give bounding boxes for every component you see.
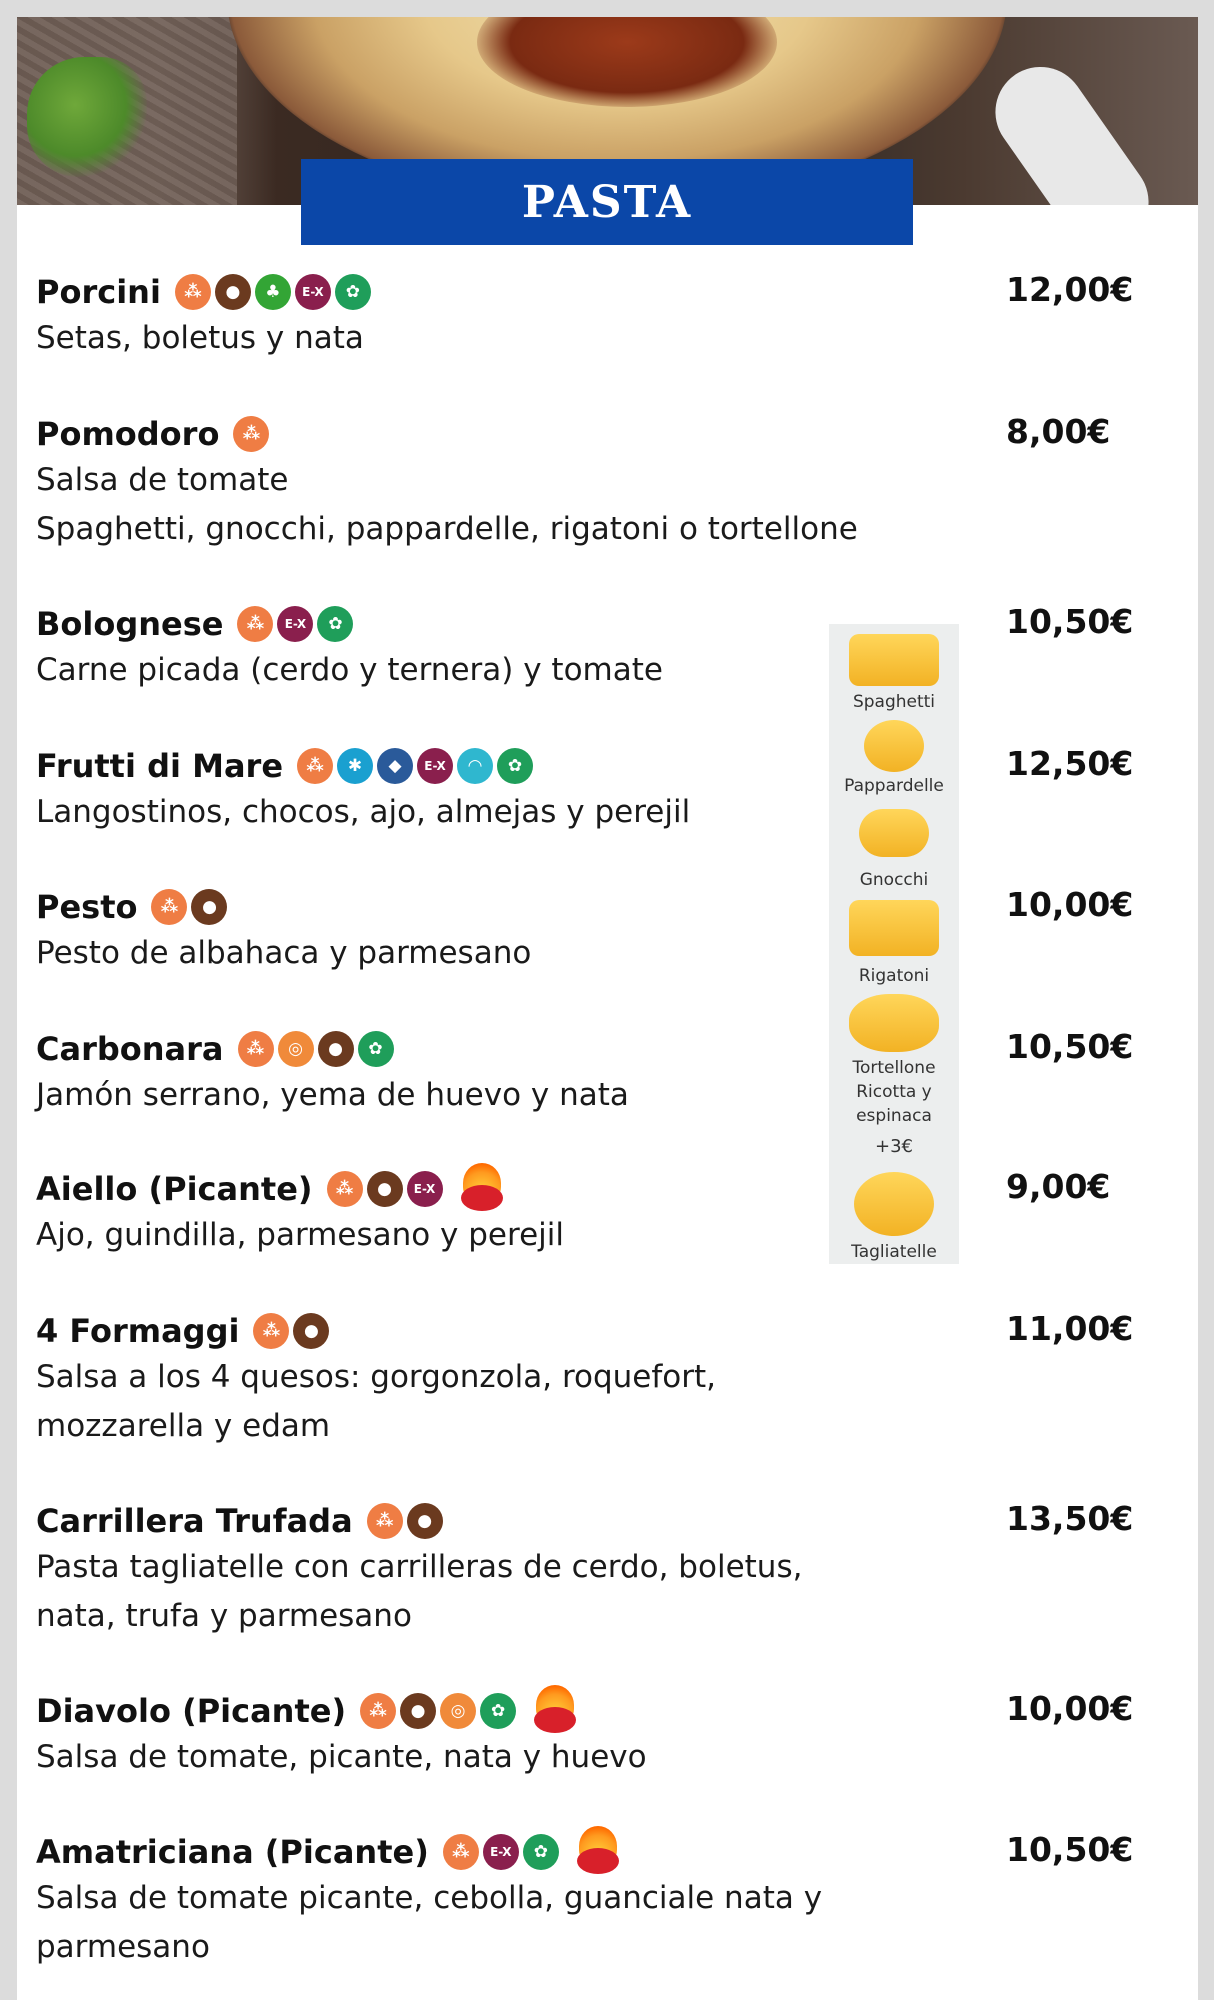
dish-price: 10,50€ (1006, 1830, 1134, 1869)
mustard-allergen-icon: ✿ (523, 1834, 559, 1870)
section-banner (301, 159, 913, 245)
menu-item-header (36, 885, 1156, 929)
menu-item-header (36, 1689, 1156, 1733)
gluten-allergen-icon: ⁂ (151, 889, 187, 925)
dish-description: Salsa de tomate, picante, nata y huevo (36, 1739, 647, 1775)
dairy-allergen-icon: ● (215, 274, 251, 310)
dish-name: Frutti di Mare (36, 747, 284, 785)
dish-description: mozzarella y edam (36, 1408, 331, 1444)
dish-name: Amatriciana (Picante) (36, 1833, 429, 1871)
menu-item (36, 1027, 1156, 1120)
section-title: PASTA (521, 176, 693, 228)
mustard-allergen-icon: ✿ (358, 1031, 394, 1067)
allergen-icons (237, 606, 353, 642)
pasta-type-spaghetti: Spaghetti (852, 692, 936, 712)
dish-price: 13,50€ (1006, 1499, 1134, 1538)
dish-price: 11,00€ (1006, 1309, 1134, 1348)
menu-item (36, 1499, 1156, 1641)
menu-item-header (36, 1027, 1156, 1071)
dish-name: Pesto (36, 888, 138, 926)
rigatoni-image (849, 900, 939, 956)
crust-allergen-icon: ✱ (337, 748, 373, 784)
dish-description: nata, trufa y parmesano (36, 1598, 412, 1634)
dish-name: Carbonara (36, 1030, 224, 1068)
menu-item (36, 1830, 1156, 1972)
menu-item (36, 412, 1156, 554)
pasta-type-pappardelle: Pappardelle (844, 776, 944, 796)
spicy-chili-icon (575, 1826, 621, 1878)
tagliatelle-image (854, 1172, 934, 1236)
gluten-allergen-icon: ⁂ (175, 274, 211, 310)
allergen-icons (238, 1031, 394, 1067)
pasta-type-tortellone-filling: Ricotta y (856, 1082, 932, 1102)
mustard-allergen-icon: ✿ (497, 748, 533, 784)
dish-description: Setas, boletus y nata (36, 320, 364, 356)
pappardelle-image (864, 720, 924, 772)
dish-description: Ajo, guindilla, parmesano y perejil (36, 1217, 564, 1253)
dish-name: Bolognese (36, 605, 224, 643)
dish-description: Carne picada (cerdo y ternera) y tomate (36, 652, 663, 688)
dish-description: Langostinos, chocos, ajo, almejas y perejil (36, 794, 691, 830)
mollusc-allergen-icon: ◠ (457, 748, 493, 784)
ex-allergen-icon: E-X (295, 274, 331, 310)
mustard-allergen-icon: ✿ (480, 1693, 516, 1729)
menu-item (36, 744, 1156, 837)
dairy-allergen-icon: ● (407, 1503, 443, 1539)
dish-description: Salsa de tomate (36, 462, 289, 498)
pepper-shape (577, 1848, 619, 1874)
dairy-allergen-icon: ● (293, 1313, 329, 1349)
gluten-allergen-icon: ⁂ (238, 1031, 274, 1067)
dairy-allergen-icon: ● (367, 1171, 403, 1207)
pepper-shape (461, 1185, 503, 1211)
gluten-allergen-icon: ⁂ (327, 1171, 363, 1207)
egg-allergen-icon: ◎ (278, 1031, 314, 1067)
ex-allergen-icon: E-X (417, 748, 453, 784)
allergen-icons (297, 748, 533, 784)
gluten-allergen-icon: ⁂ (367, 1503, 403, 1539)
menu-item-header (36, 602, 1156, 646)
dish-description: Jamón serrano, yema de huevo y nata (36, 1077, 629, 1113)
allergen-icons (360, 1693, 516, 1729)
mustard-allergen-icon: ✿ (317, 606, 353, 642)
mustard-allergen-icon: ✿ (335, 274, 371, 310)
menu-item-header (36, 270, 1156, 314)
allergen-icons (151, 889, 227, 925)
knife-graphic (978, 49, 1166, 205)
dish-price: 10,50€ (1006, 602, 1134, 641)
dairy-allergen-icon: ● (400, 1693, 436, 1729)
allergen-icons (233, 416, 269, 452)
allergen-icons (443, 1834, 559, 1870)
dish-description: Pesto de albahaca y parmesano (36, 935, 532, 971)
menu-item-header (36, 412, 1156, 456)
dish-price: 12,50€ (1006, 744, 1134, 783)
dish-price: 10,00€ (1006, 1689, 1134, 1728)
dish-price: 10,00€ (1006, 885, 1134, 924)
pasta-type-tortellone-filling-2: espinaca (856, 1106, 932, 1126)
pasta-type-rigatoni: Rigatoni (858, 966, 930, 986)
menu-item (36, 885, 1156, 978)
spaghetti-image (849, 634, 939, 686)
menu-item-header (36, 1830, 1156, 1874)
dish-description: Pasta tagliatelle con carrilleras de cerdo, boletus, (36, 1549, 803, 1585)
dish-name: Aiello (Picante) (36, 1170, 313, 1208)
allergen-icons (175, 274, 371, 310)
ex-allergen-icon: E-X (483, 1834, 519, 1870)
ex-allergen-icon: E-X (277, 606, 313, 642)
allergen-icons (253, 1313, 329, 1349)
allergen-icons (367, 1503, 443, 1539)
dish-name: Porcini (36, 273, 161, 311)
ex-allergen-icon: E-X (407, 1171, 443, 1207)
pasta-type-tagliatelle: Tagliatelle (851, 1242, 937, 1262)
egg-allergen-icon: ◎ (440, 1693, 476, 1729)
menu-item (36, 270, 1156, 363)
pasta-types-panel (829, 624, 959, 1264)
menu-item (36, 1689, 1156, 1782)
dish-name: 4 Formaggi (36, 1312, 240, 1350)
tortellone-surcharge: +3€ (875, 1136, 913, 1157)
dish-price: 12,00€ (1006, 270, 1134, 309)
dish-price: 9,00€ (1006, 1167, 1111, 1206)
gluten-allergen-icon: ⁂ (253, 1313, 289, 1349)
menu-item (36, 1167, 1156, 1260)
dish-description: Salsa a los 4 quesos: gorgonzola, roquefort, (36, 1359, 717, 1395)
dish-price: 10,50€ (1006, 1027, 1134, 1066)
menu-page (17, 17, 1198, 2000)
pepper-shape (534, 1707, 576, 1733)
gluten-allergen-icon: ⁂ (297, 748, 333, 784)
spicy-chili-icon (532, 1685, 578, 1737)
allergen-icons (327, 1171, 443, 1207)
menu-item-header (36, 1309, 1156, 1353)
dish-description: parmesano (36, 1929, 210, 1965)
pasta-type-tortellone: Tortellone (852, 1058, 936, 1078)
tortellone-image (849, 994, 939, 1052)
menu-item-header (36, 1167, 1156, 1211)
dairy-allergen-icon: ● (318, 1031, 354, 1067)
dish-description: Salsa de tomate picante, cebolla, guanciale nata y (36, 1880, 823, 1916)
dish-name: Pomodoro (36, 415, 220, 453)
gluten-allergen-icon: ⁂ (237, 606, 273, 642)
gnocchi-image (859, 809, 929, 857)
dish-name: Carrillera Trufada (36, 1502, 353, 1540)
menu-item-header (36, 744, 1156, 788)
gluten-allergen-icon: ⁂ (443, 1834, 479, 1870)
gluten-allergen-icon: ⁂ (360, 1693, 396, 1729)
pasta-type-gnocchi: Gnocchi (859, 870, 929, 890)
menu-item (36, 602, 1156, 695)
dairy-allergen-icon: ● (191, 889, 227, 925)
fish-allergen-icon: ◆ (377, 748, 413, 784)
dish-price: 8,00€ (1006, 412, 1111, 451)
spicy-chili-icon (459, 1163, 505, 1215)
celery-allergen-icon: ♣ (255, 274, 291, 310)
gluten-allergen-icon: ⁂ (233, 416, 269, 452)
menu-item-header (36, 1499, 1156, 1543)
dish-name: Diavolo (Picante) (36, 1692, 347, 1730)
dish-description: Spaghetti, gnocchi, pappardelle, rigatoni o tortellone (36, 511, 858, 547)
menu-item (36, 1309, 1156, 1451)
